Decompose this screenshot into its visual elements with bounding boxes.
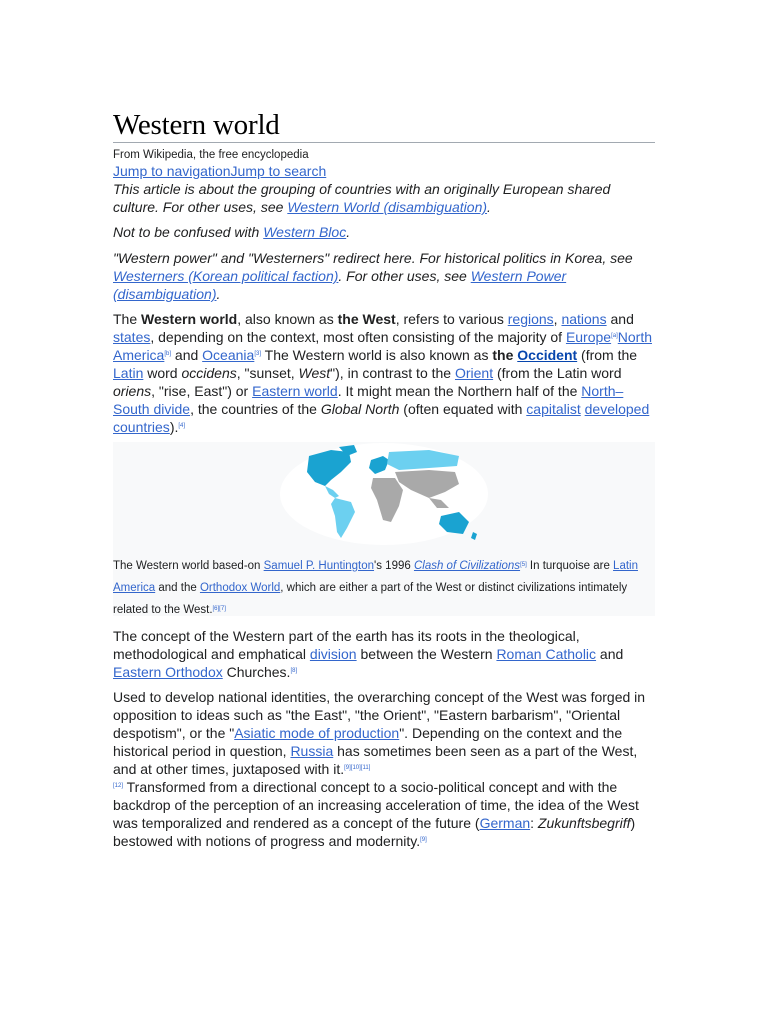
states-link[interactable]: states <box>113 329 151 345</box>
western-power-disambiguation-link[interactable]: Western Power (disambiguation) <box>113 268 567 302</box>
roman-catholic-link[interactable]: Roman Catholic <box>496 646 597 662</box>
reference-a[interactable]: [a] <box>611 333 618 339</box>
identity-paragraph <box>113 688 658 850</box>
regions-link[interactable]: regions <box>507 311 554 327</box>
italic-term: West <box>298 365 331 381</box>
reference-12[interactable]: [12] <box>113 783 124 789</box>
concept-paragraph <box>113 627 658 681</box>
world-map-icon[interactable] <box>279 442 489 546</box>
text: The <box>113 311 142 327</box>
jump-to-navigation-link[interactable]: Jump to navigation <box>113 163 231 179</box>
developed-countries-link[interactable]: developed countries <box>113 401 650 435</box>
text: (often equated with <box>399 401 527 417</box>
text: (from the <box>577 347 638 363</box>
caption-text: 's 1996 <box>374 560 414 572</box>
eastern-orthodox-link[interactable]: Eastern Orthodox <box>113 664 223 680</box>
oceania-link[interactable]: Oceania <box>202 347 255 363</box>
italic-term: Zukunftsbegriff <box>537 815 631 831</box>
text: and <box>596 646 624 662</box>
text: ) bestowed with notions of progress and modernity. <box>113 815 636 849</box>
hatnote-text: Not to be confused with <box>113 224 264 240</box>
nations-link[interactable]: nations <box>561 311 607 327</box>
text: , the countries of the <box>190 401 321 417</box>
text: The concept of the Western part of the earth has its roots in the theological, methodological and emphatical <box>113 628 580 662</box>
text: , "rise, East") or <box>151 383 253 399</box>
italic-term: occidens <box>181 365 237 381</box>
intro-paragraph <box>113 310 658 436</box>
hatnote-text: . <box>346 224 351 240</box>
caption-text: , which are either a part of the West or distinct civilizations intimately related to the West. <box>113 582 628 616</box>
jump-links <box>113 162 326 180</box>
reference-5[interactable]: [5] <box>520 562 527 568</box>
north-south-divide-link[interactable]: North–South divide <box>113 383 624 417</box>
hatnote-about <box>113 180 658 216</box>
hatnote-text: "Western power" and "Westerners" redirect here. For historical politics in Korea, see <box>113 250 633 266</box>
text: : <box>530 815 538 831</box>
bold-term: Western world <box>141 311 238 327</box>
text: . It might mean the Northern half of the <box>337 383 582 399</box>
text: , refers to various <box>395 311 508 327</box>
hatnote-text: This article is about the grouping of countries with an originally European shared culture. For other uses, see <box>113 181 611 215</box>
western-world-disambiguation-link[interactable]: Western World (disambiguation) <box>287 199 488 215</box>
bold-term: the West <box>337 311 396 327</box>
text: ). <box>169 419 179 435</box>
westerners-korean-link[interactable]: Westerners (Korean political faction) <box>113 268 339 284</box>
site-subtitle: From Wikipedia, the free encyclopedia <box>113 149 309 161</box>
german-link[interactable]: German <box>479 815 531 831</box>
reference-9-10-11[interactable]: [9][10][11] <box>344 765 371 771</box>
reference-9[interactable]: [9] <box>420 837 427 843</box>
text: , depending on the context, most often consisting of the majority of <box>150 329 566 345</box>
division-link[interactable]: division <box>309 646 357 662</box>
text: , <box>553 311 562 327</box>
huntington-link[interactable]: Samuel P. Huntington <box>263 560 375 572</box>
north-america-link[interactable]: North America <box>113 329 652 363</box>
new-zealand-land <box>471 532 477 540</box>
reference-8[interactable]: [8] <box>290 668 298 674</box>
text: and <box>606 311 634 327</box>
text: between the Western <box>356 646 497 662</box>
orient-link[interactable]: Orient <box>454 365 494 381</box>
caption-text: and the <box>155 582 200 594</box>
europe-link[interactable]: Europe <box>565 329 612 345</box>
occident-link[interactable]: Occident <box>517 347 578 363</box>
italic-term: oriens <box>113 383 152 399</box>
title-divider <box>113 142 655 143</box>
text: Churches. <box>222 664 291 680</box>
hatnote-text: . <box>216 286 221 302</box>
hatnote-redirect <box>113 249 658 303</box>
text: Transformed from a directional concept to a socio-political concept and with the backdrop of the perception of an increasing acceleration of time, the idea of the West was temporalized and rendered as a concept of the future ( <box>113 779 639 831</box>
reference-3[interactable]: [3] <box>254 351 261 357</box>
map-figure <box>113 442 655 616</box>
text: word <box>143 365 182 381</box>
text: The Western world is also known as <box>261 347 493 363</box>
reference-4[interactable]: [4] <box>178 423 186 429</box>
clash-of-civilizations-link[interactable]: Clash of Civilizations <box>413 560 521 572</box>
italic-term: Global North <box>320 401 400 417</box>
text: , also known as <box>237 311 338 327</box>
latin-link[interactable]: Latin <box>113 365 144 381</box>
reference-6-7[interactable]: [6][7] <box>212 606 226 612</box>
text: and <box>171 347 203 363</box>
page-title: Western world <box>113 109 280 141</box>
latin-america-link[interactable]: Latin America <box>113 560 638 594</box>
text: has sometimes been seen as a part of the West, and at other times, juxtaposed with it. <box>113 743 638 777</box>
jump-to-search-link[interactable]: Jump to search <box>230 163 327 179</box>
hatnote-not-confused <box>113 223 658 241</box>
bold-term: the <box>492 347 518 363</box>
caption-text: In turquoise are <box>526 560 614 572</box>
text: (from the Latin word <box>493 365 622 381</box>
hatnote-text: . For other uses, see <box>338 268 471 284</box>
text: Used to develop national identities, the overarching concept of the West was forged in opposition to ideas such as "the East", "the Orient", "Eastern barbarism", "Oriental despotism", or the " <box>113 689 646 741</box>
asiatic-mode-link[interactable]: Asiatic mode of production <box>234 725 400 741</box>
capitalist-link[interactable]: capitalist <box>526 401 581 417</box>
text: "), in contrast to the <box>330 365 455 381</box>
caption-text: The Western world based-on <box>113 560 264 572</box>
hatnote-text: . <box>487 199 491 215</box>
map-caption <box>113 555 655 621</box>
eastern-world-link[interactable]: Eastern world <box>252 383 338 399</box>
russia-link[interactable]: Russia <box>290 743 334 759</box>
text: ". Depending on the context and the historical period in question, <box>113 725 623 759</box>
reference-b[interactable]: [b] <box>164 351 172 357</box>
text: , "sunset, <box>236 365 299 381</box>
orthodox-world-link[interactable]: Orthodox World <box>199 582 281 594</box>
western-bloc-link[interactable]: Western Bloc <box>263 224 347 240</box>
